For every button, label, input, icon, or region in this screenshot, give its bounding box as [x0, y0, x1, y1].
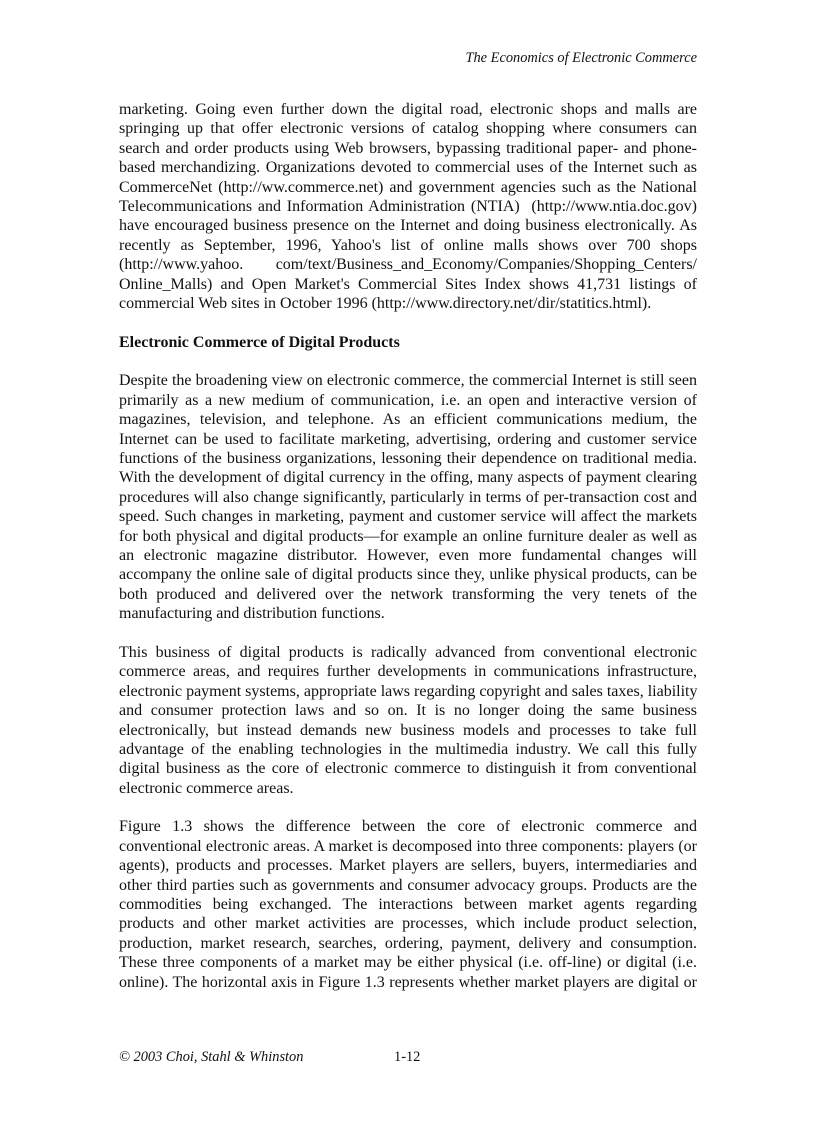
text-line: an electronic magazine distributor. However, even more fundamental changes will	[119, 546, 697, 564]
paragraph	[119, 100, 697, 313]
text-line: advantage of the enabling technologies in the multimedia industry. We call this fully	[119, 740, 697, 758]
paragraph	[119, 371, 697, 623]
text-line: electronic payment systems, appropriate laws regarding copyright and sales taxes, liability	[119, 682, 698, 700]
copyright-notice: © 2003 Choi, Stahl & Whinston	[119, 1049, 304, 1065]
text-line: Despite the broadening view on electronic commerce, the commercial Internet is still seen	[119, 372, 697, 390]
text-line: products and other market activities are processes, which include product selection,	[119, 915, 697, 933]
text-line: digital business as the core of electronic commerce to distinguish it from conventional	[119, 760, 697, 778]
text-line: (http://www.yahoo. com/text/Business_and_Economy/Companies/Shopping_Centers/	[119, 256, 697, 274]
text-line: have encouraged business presence on the Internet and doing business electronically. As	[119, 217, 697, 235]
page-number: 1-12	[394, 1049, 421, 1065]
text-line: commerce areas, and requires further developments in communications infrastructure,	[119, 663, 697, 681]
text-line: electronic commerce areas.	[119, 779, 294, 797]
text-line: Internet can be used to facilitate marketing, advertising, ordering and customer service	[119, 430, 697, 448]
text-line: This business of digital products is radically advanced from conventional electronic	[119, 643, 697, 661]
text-line: based merchandizing. Organizations devoted to commercial uses of the Internet such as	[119, 159, 697, 177]
text-line: both produced and delivered over the network transforming the very tenets of the	[119, 585, 697, 603]
text-line: for both physical and digital products—for example an online furniture dealer as well as	[119, 527, 697, 545]
text-line: recently as September, 1996, Yahoo's list of online malls shows over 700 shops	[119, 236, 697, 254]
text-line: speed. Such changes in marketing, payment and customer service will affect the markets	[119, 508, 697, 526]
text-line: production, market research, searches, ordering, payment, delivery and consumption.	[119, 934, 697, 952]
text-line: electronically, but instead demands new business models and processes to take full	[119, 721, 697, 739]
text-line: primarily as a new medium of communication, i.e. an open and interactive version of	[119, 391, 697, 409]
text-line: search and order products using Web browsers, bypassing traditional paper- and phone-	[119, 139, 697, 157]
page-body	[119, 100, 697, 992]
text-line: procedures will also change significantly, particularly in terms of per-transaction cost and	[119, 488, 697, 506]
text-line: CommerceNet (http://ww.commerce.net) and government agencies such as the National	[119, 178, 697, 196]
text-line: Telecommunications and Information Administration (NTIA) (http://www.ntia.doc.gov)	[119, 197, 697, 215]
text-line: online). The horizontal axis in Figure 1.3 represents whether market players are digital or	[119, 973, 697, 991]
text-line: other third parties such as governments and consumer advocacy groups. Products are the	[119, 876, 697, 894]
text-line: Figure 1.3 shows the difference between the core of electronic commerce and	[119, 818, 697, 836]
text-line: With the development of digital currency in the offing, many aspects of payment clearing	[119, 469, 697, 487]
text-line: Online_Malls) and Open Market's Commercial Sites Index shows 41,731 listings of	[119, 275, 697, 293]
text-line: marketing. Going even further down the digital road, electronic shops and malls are	[119, 101, 697, 118]
text-line: springing up that offer electronic versions of catalog shopping where consumers can	[119, 120, 697, 138]
text-line: commodities being exchanged. The interactions between market agents regarding	[119, 896, 697, 914]
running-header: The Economics of Electronic Commerce	[465, 50, 697, 66]
text-line: magazines, television, and telephone. As an efficient communications medium, the	[119, 411, 697, 429]
text-line: functions of the business organizations, lessoning their dependence on traditional media.	[119, 450, 697, 468]
text-line: and consumer protection laws and so on. It is no longer doing the same business	[119, 702, 697, 720]
paragraph	[119, 817, 697, 992]
section-heading: Electronic Commerce of Digital Products	[119, 333, 400, 351]
text-line: accompany the online sale of digital products since they, unlike physical products, can be	[119, 566, 697, 584]
text-line: conventional electronic areas. A market is decomposed into three components: players (or	[119, 837, 697, 855]
text-line: commercial Web sites in October 1996 (http://www.directory.net/dir/statitics.html).	[119, 294, 652, 312]
text-line: These three components of a market may be either physical (i.e. off-line) or digital (i.e.	[119, 954, 697, 972]
paragraph	[119, 643, 697, 798]
text-line: manufacturing and distribution functions.	[119, 605, 385, 623]
text-line: agents), products and processes. Market players are sellers, buyers, intermediaries and	[119, 857, 697, 875]
